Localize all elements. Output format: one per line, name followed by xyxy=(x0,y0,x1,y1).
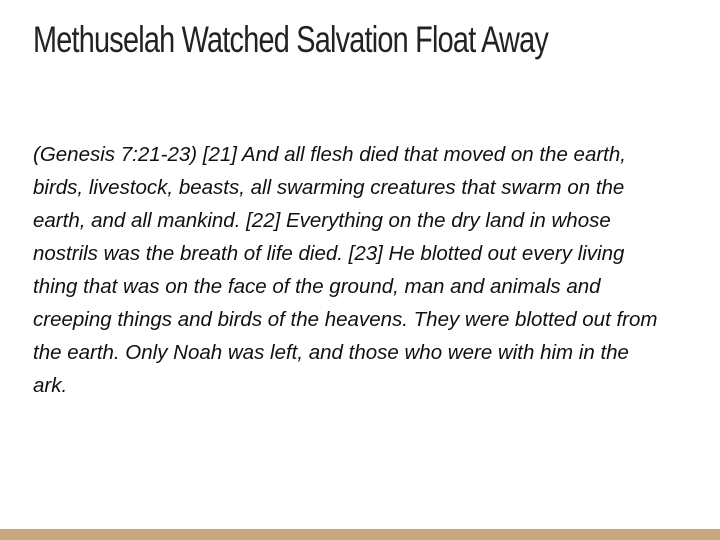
scripture-passage: (Genesis 7:21-23) [21] And all flesh died that moved on the earth, birds, livestock, beasts, all swarming creatures that swarm on the earth, and all mankind. [22] Everything on the dry land in whose nostrils was the breath of life died. [23] He blotted out every living thing that was on the face of the ground, man and animals and creeping things and birds of the heavens. They were blotted out from the earth. Only Noah was left, and those who were with him in the ark. xyxy=(33,143,658,397)
footer-bar xyxy=(0,529,720,540)
slide-title: Methuselah Watched Salvation Float Away xyxy=(33,19,549,60)
